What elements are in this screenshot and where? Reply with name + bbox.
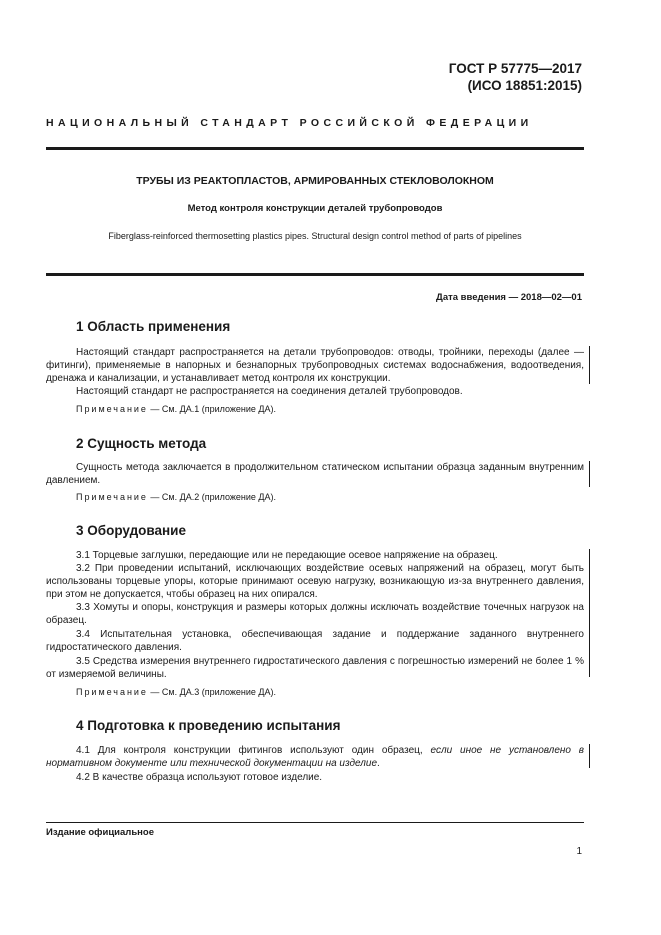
document-title: ТРУБЫ ИЗ РЕАКТОПЛАСТОВ, АРМИРОВАННЫХ СТЕКЛОВОЛОКНОМ	[136, 175, 494, 187]
section-3-item-3: 3.3 Хомуты и опоры, конструкция и размеры которых должны исключать воздействие точечных нагрузок на образец.	[46, 602, 584, 626]
page-number: 1	[576, 846, 582, 857]
section-2-heading: 2 Сущность метода	[76, 436, 207, 451]
section-3-item-2: 3.2 При проведении испытаний, исключающих воздействие осевых напряжений на образец, могут быть использованы торцевые упоры, которые принимают осевую нагрузку, возникающую из-за внутреннего давления, при этом не допускается, чтобы образец на них опирался.	[46, 563, 584, 600]
document-title-english: Fiberglass-reinforced thermosetting plastics pipes. Structural design control method of parts of pipelines	[108, 231, 522, 241]
section-1-heading: 1 Область применения	[76, 319, 231, 334]
standard-code-iso: (ИСО 18851:2015)	[467, 78, 582, 93]
section-1-paragraph-1: Настоящий стандарт распространяется на детали трубопроводов: отводы, тройники, переходы (далее — фитинги), применяемые в напорных и безнапорных трубопроводных системах водоснабжения, водоотведения, дренажа и канализации, и устанавливает метод контроля их конструкции.	[46, 347, 584, 384]
section-2-note: Примечание — См. ДА.2 (приложение ДА).	[76, 492, 276, 502]
standard-code	[449, 60, 582, 94]
title-rule	[46, 273, 584, 276]
change-bar	[589, 346, 590, 384]
national-standard-banner: НАЦИОНАЛЬНЫЙ СТАНДАРТ РОССИЙСКОЙ ФЕДЕРАЦИИ	[46, 117, 533, 129]
standard-code-gost: ГОСТ Р 57775—2017	[448, 61, 582, 76]
section-3-heading: 3 Оборудование	[76, 523, 186, 538]
section-3-item-1: 3.1 Торцевые заглушки, передающие или не передающие осевое напряжение на образец.	[76, 550, 498, 561]
section-4-item-2: 4.2 В качестве образца используют готовое изделие.	[76, 772, 323, 783]
section-3-note: Примечание — См. ДА.3 (приложение ДА).	[76, 687, 276, 697]
section-1-paragraph-2: Настоящий стандарт не распространяется на соединения деталей трубопроводов.	[76, 386, 463, 397]
change-bar	[589, 461, 590, 487]
introduction-date: Дата введения — 2018—02—01	[436, 292, 582, 303]
change-bar	[589, 549, 590, 677]
document-subtitle: Метод контроля конструкции деталей трубопроводов	[187, 203, 443, 214]
section-3-item-4: 3.4 Испытательная установка, обеспечивающая задание и поддержание заданного внутреннего гидростатического давления.	[46, 629, 584, 653]
change-bar	[589, 744, 590, 768]
section-4-item-1: 4.1 Для контроля конструкции фитингов используют один образец, если иное не установлено в нормативном документе или технической документации на изделие.	[46, 745, 585, 769]
section-4-heading: 4 Подготовка к проведению испытания	[76, 718, 341, 733]
official-edition-label: Издание официальное	[46, 827, 154, 838]
section-1-note: Примечание — См. ДА.1 (приложение ДА).	[76, 404, 276, 414]
footer-rule	[46, 822, 584, 823]
section-3-item-5: 3.5 Средства измерения внутреннего гидростатического давления с погрешностью измерений не более 1 % от измеряемой величины.	[46, 656, 584, 680]
top-rule	[46, 147, 584, 150]
section-2-paragraph-1: Сущность метода заключается в продолжительном статическом испытании образца заданным внутренним давлением.	[46, 462, 584, 486]
